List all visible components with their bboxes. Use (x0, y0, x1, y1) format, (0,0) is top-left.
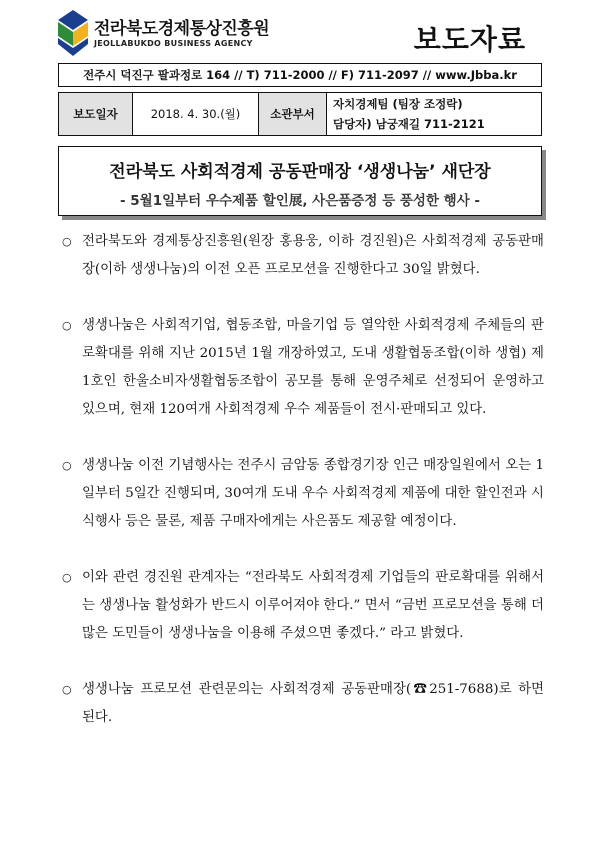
paragraph-text: 전라북도와 경제통상진흥원(원장 홍용웅, 이하 경진원)은 사회적경제 공동판매장(이하 생생나눔)의 이전 오픈 프로모션을 진행한다고 30일 밝혔다. (82, 234, 544, 277)
department-label: 소관부서 (259, 93, 327, 136)
department-team: 자치경제팀 (팀장 조정락) (333, 97, 463, 111)
agency-logo (56, 6, 276, 62)
release-date-value: 2018. 4. 30.(월) (133, 93, 259, 136)
release-date-label: 보도일자 (59, 93, 133, 136)
paragraph-text: 이와 관련 경진원 관계자는 “전라북도 사회적경제 기업들의 판로확대를 위해서는 생생나눔 활성화가 반드시 이루어져야 한다.” 면서 “금번 프로모션을 통해 더 많은 도민들이 생생나눔을 이용해 주셨으면 좋겠다.” 라고 밝혔다. (82, 570, 544, 641)
bullet-circle-icon: ○ (62, 683, 72, 696)
paragraph-text: 생생나눔 이전 기념행사는 전주시 금암동 종합경기장 인근 매장일원에서 오는 1일부터 5일간 진행되며, 30여개 도내 우수 사회적경제 제품에 대한 할인전과 시식행사 등은 물론, 제품 구매자에게는 사은품도 제공할 예정이다. (82, 458, 544, 529)
body-paragraph (62, 228, 544, 284)
headline-subtitle: - 5월1일부터 우수제품 할인展, 사은품증정 등 풍성한 행사 - (119, 193, 481, 209)
body-paragraph (62, 312, 544, 424)
agency-logo-mark-icon (56, 8, 90, 58)
body-paragraph (62, 564, 544, 648)
document-type-title: 보도자료 (413, 23, 526, 56)
headline-box (58, 146, 542, 216)
bullet-circle-icon: ○ (62, 319, 72, 332)
org-name-korean: 전라북도경제통상진흥원 (94, 19, 270, 39)
bullet-circle-icon: ○ (62, 459, 72, 472)
article-body (62, 228, 544, 732)
body-paragraph (62, 452, 544, 536)
department-info (327, 93, 542, 136)
paragraph-text: 생생나눔 프로모션 관련문의는 사회적경제 공동판매장(☎251-7688)로 하면 된다. (82, 682, 544, 725)
bullet-circle-icon: ○ (62, 235, 72, 248)
org-name-english: JEOLLABUKDO BUSINESS AGENCY (94, 39, 253, 48)
department-contact: 담당자) 남궁재길 711-2121 (333, 117, 485, 131)
paragraph-text: 생생나눔은 사회적기업, 협동조합, 마을기업 등 열악한 사회적경제 주체들의 판로확대를 위해 지난 2015년 1월 개장하였고, 도내 생활협동조합(이하 생협) 제1호인 한울소비자생활협동조합이 공모를 통해 운영주체로 선정되어 운영하고 있으며, 현재 120여개 사회적경제 우수 제품들이 전시·판매되고 있다. (82, 318, 544, 417)
release-info-table (58, 92, 542, 136)
headline-title: 전라북도 사회적경제 공동판매장 ‘생생나눔’ 새단장 (109, 162, 491, 182)
bullet-circle-icon: ○ (62, 571, 72, 584)
body-paragraph (62, 676, 544, 732)
contact-info-bar (58, 63, 542, 87)
contact-info-text: 전주시 덕진구 팔과정로 164 // T) 711-2000 // F) 711-2097 // www.Jbba.kr (83, 68, 517, 82)
